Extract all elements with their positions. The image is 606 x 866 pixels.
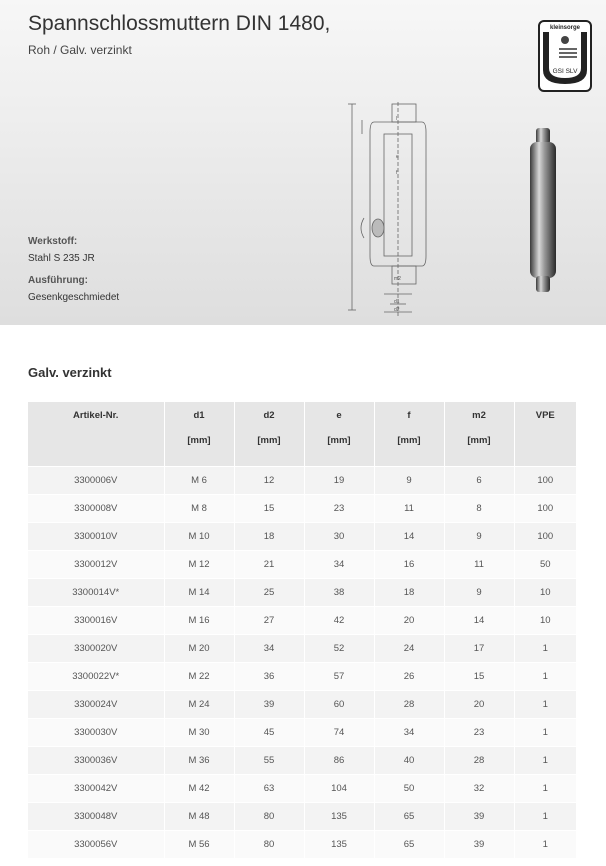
- table-cell: 16: [374, 551, 444, 579]
- table-cell: 3300016V: [28, 607, 164, 635]
- table-cell: 1: [514, 803, 576, 831]
- table-cell: 135: [304, 831, 374, 859]
- column-header-unit: [mm]: [187, 435, 211, 446]
- drawing-label-d1: d1: [394, 299, 400, 305]
- table-cell: 3300030V: [28, 719, 164, 747]
- table-cell: 3300056V: [28, 831, 164, 859]
- column-header-unit: [mm]: [397, 435, 421, 446]
- table-cell: 3300048V: [28, 803, 164, 831]
- table-cell: 60: [304, 691, 374, 719]
- table-cell: 9: [444, 579, 514, 607]
- table-cell: M 20: [164, 635, 234, 663]
- table-row: [28, 831, 576, 859]
- table-cell: 9: [444, 523, 514, 551]
- table-cell: 25: [234, 579, 304, 607]
- table-cell: 36: [234, 663, 304, 691]
- table-cell: 40: [374, 747, 444, 775]
- table-cell: 3300008V: [28, 495, 164, 523]
- table-cell: 3300036V: [28, 747, 164, 775]
- table-cell: 50: [514, 551, 576, 579]
- table-cell: M 42: [164, 775, 234, 803]
- page-title: Spannschlossmuttern DIN 1480,: [28, 12, 331, 35]
- table-cell: M 10: [164, 523, 234, 551]
- table-cell: M 8: [164, 495, 234, 523]
- column-header: [304, 402, 374, 467]
- column-header-unit: [mm]: [467, 435, 491, 446]
- table-cell: 15: [234, 495, 304, 523]
- table-cell: 63: [234, 775, 304, 803]
- table-cell: 20: [444, 691, 514, 719]
- column-header-label: e: [336, 410, 342, 421]
- table-cell: 135: [304, 803, 374, 831]
- table-cell: 34: [304, 551, 374, 579]
- table-row: [28, 523, 576, 551]
- table-cell: 3300010V: [28, 523, 164, 551]
- table-cell: 6: [444, 467, 514, 495]
- table-cell: M 22: [164, 663, 234, 691]
- table-row: [28, 691, 576, 719]
- table-cell: 11: [374, 495, 444, 523]
- table-row: [28, 775, 576, 803]
- column-header: [234, 402, 304, 467]
- column-header: [514, 402, 576, 467]
- table-cell: 39: [444, 803, 514, 831]
- table-cell: 12: [234, 467, 304, 495]
- column-header-label: d2: [263, 410, 275, 421]
- table-row: [28, 495, 576, 523]
- table-cell: 3300042V: [28, 775, 164, 803]
- table-cell: 100: [514, 495, 576, 523]
- column-header: [164, 402, 234, 467]
- certification-logo: [538, 20, 592, 92]
- table-cell: 50: [374, 775, 444, 803]
- table-cell: 80: [234, 831, 304, 859]
- section-title: Galv. verzinkt: [28, 365, 112, 380]
- table-cell: 45: [234, 719, 304, 747]
- column-header-label: VPE: [535, 410, 555, 421]
- drawing-label-f: f: [396, 170, 398, 176]
- table-cell: M 56: [164, 831, 234, 859]
- table-cell: 39: [234, 691, 304, 719]
- drawing-label-d2: d2: [394, 307, 400, 313]
- table-row: [28, 635, 576, 663]
- ausfuehrung-value: Gesenkgeschmiedet: [28, 292, 120, 303]
- table-cell: 27: [234, 607, 304, 635]
- table-cell: 39: [444, 831, 514, 859]
- table-cell: 3300012V: [28, 551, 164, 579]
- table-cell: 15: [444, 663, 514, 691]
- table-cell: 65: [374, 831, 444, 859]
- logo-brand-text: kleinsorge: [549, 25, 581, 31]
- table-cell: 86: [304, 747, 374, 775]
- table-row: [28, 663, 576, 691]
- table-cell: 1: [514, 691, 576, 719]
- column-header-label: f: [407, 410, 411, 421]
- product-header: [0, 0, 606, 325]
- table-cell: 74: [304, 719, 374, 747]
- column-header-unit: [mm]: [257, 435, 281, 446]
- table-cell: M 30: [164, 719, 234, 747]
- table-row: [28, 747, 576, 775]
- table-cell: 1: [514, 719, 576, 747]
- table-cell: 65: [374, 803, 444, 831]
- table-cell: M 16: [164, 607, 234, 635]
- table-cell: 42: [304, 607, 374, 635]
- table-cell: M 6: [164, 467, 234, 495]
- table-cell: 24: [374, 635, 444, 663]
- column-header-label: Artikel-Nr.: [73, 410, 119, 421]
- table-cell: 17: [444, 635, 514, 663]
- drawing-label-m2: m2: [394, 276, 401, 282]
- table-cell: 28: [444, 747, 514, 775]
- table-cell: 38: [304, 579, 374, 607]
- table-cell: 30: [304, 523, 374, 551]
- table-cell: 100: [514, 523, 576, 551]
- technical-drawing: [340, 98, 432, 320]
- table-cell: 3300006V: [28, 467, 164, 495]
- table-cell: M 24: [164, 691, 234, 719]
- table-cell: M 36: [164, 747, 234, 775]
- table-cell: 100: [514, 467, 576, 495]
- table-row: [28, 579, 576, 607]
- table-cell: 52: [304, 635, 374, 663]
- column-header: [374, 402, 444, 467]
- table-cell: 26: [374, 663, 444, 691]
- table-cell: 1: [514, 831, 576, 859]
- table-cell: 1: [514, 635, 576, 663]
- table-cell: M 48: [164, 803, 234, 831]
- table-cell: M 12: [164, 551, 234, 579]
- table-cell: 3300022V*: [28, 663, 164, 691]
- column-header-unit: [mm]: [327, 435, 351, 446]
- table-row: [28, 467, 576, 495]
- table-cell: 20: [374, 607, 444, 635]
- table-cell: 23: [304, 495, 374, 523]
- column-header-label: m2: [472, 410, 486, 421]
- werkstoff-label: Werkstoff:: [28, 236, 78, 247]
- table-cell: 32: [444, 775, 514, 803]
- table-cell: 3300024V: [28, 691, 164, 719]
- column-header-label: d1: [193, 410, 205, 421]
- table-cell: 1: [514, 775, 576, 803]
- table-cell: 34: [374, 719, 444, 747]
- table-body: [28, 467, 576, 859]
- logo-certification-text: GSI SLV: [552, 68, 578, 75]
- table-cell: 104: [304, 775, 374, 803]
- table-cell: 28: [374, 691, 444, 719]
- table-row: [28, 607, 576, 635]
- werkstoff-value: Stahl S 235 JR: [28, 253, 95, 264]
- table-cell: 14: [444, 607, 514, 635]
- column-header: [28, 402, 164, 467]
- table-cell: 21: [234, 551, 304, 579]
- page-subtitle: Roh / Galv. verzinkt: [28, 43, 132, 57]
- table-cell: 55: [234, 747, 304, 775]
- table-cell: 80: [234, 803, 304, 831]
- table-cell: 19: [304, 467, 374, 495]
- table-cell: 23: [444, 719, 514, 747]
- table-cell: 18: [234, 523, 304, 551]
- drawing-label-e: e: [396, 154, 399, 160]
- table-row: [28, 551, 576, 579]
- table-cell: 10: [514, 579, 576, 607]
- table-row: [28, 719, 576, 747]
- column-header: [444, 402, 514, 467]
- drawing-label-l: l: [396, 116, 398, 122]
- table-cell: 8: [444, 495, 514, 523]
- table-cell: 1: [514, 747, 576, 775]
- product-photo: [522, 126, 564, 294]
- table-row: [28, 803, 576, 831]
- table-cell: 3300020V: [28, 635, 164, 663]
- table-cell: 11: [444, 551, 514, 579]
- table-cell: 3300014V*: [28, 579, 164, 607]
- table-header-row: [28, 402, 576, 467]
- table-cell: 9: [374, 467, 444, 495]
- table-cell: 14: [374, 523, 444, 551]
- ausfuehrung-label: Ausführung:: [28, 275, 88, 286]
- table-cell: 57: [304, 663, 374, 691]
- table-cell: M 14: [164, 579, 234, 607]
- table-cell: 1: [514, 663, 576, 691]
- product-table: [28, 402, 576, 858]
- table-cell: 10: [514, 607, 576, 635]
- table-cell: 34: [234, 635, 304, 663]
- table-cell: 18: [374, 579, 444, 607]
- product-table-container: [28, 402, 576, 858]
